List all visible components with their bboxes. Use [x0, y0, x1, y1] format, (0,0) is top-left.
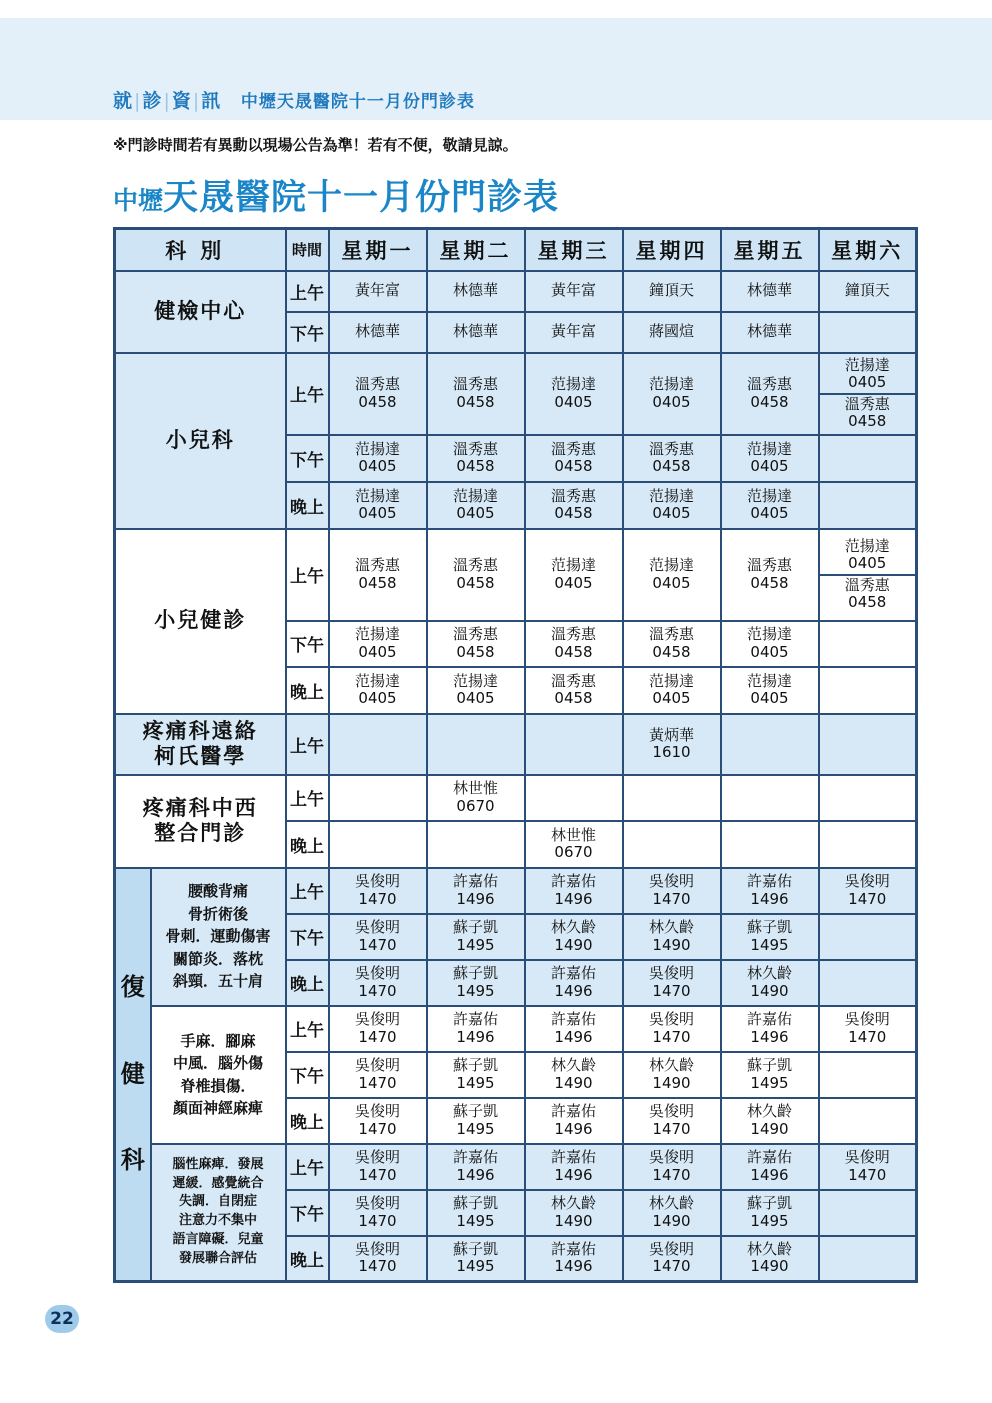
doctor-cell: 黃年富 [525, 271, 623, 312]
doctor-cell: 林久齡 1490 [721, 1098, 819, 1144]
rehab-subcategory: 手麻．腳麻 中風．腦外傷 脊椎損傷． 顏面神經麻痺 [151, 1006, 286, 1144]
doctor-cell: 蘇子凱 1495 [427, 960, 525, 1006]
doctor-cell: 黃炳華 1610 [623, 714, 721, 775]
doctor-cell [819, 312, 917, 353]
dept-pain-integrated: 疼痛科中西 整合門診 [115, 775, 286, 868]
doctor-cell: 吳俊明 1470 [623, 1236, 721, 1282]
section-header: 就|診|資|訊 中壢天晟醫院十一月份門診表 [113, 90, 475, 112]
doctor-cell: 蘇子凱 1495 [427, 1098, 525, 1144]
doctor-cell-empty [721, 714, 819, 775]
doctor-cell: 范揚達 0405 [329, 482, 427, 529]
doctor-cell: 范揚達 0405 [329, 435, 427, 482]
page-number: 22 [45, 1305, 79, 1333]
title-main: 天晟醫院十一月份門診表 [163, 178, 560, 218]
doctor-cell: 許嘉佑 1496 [525, 960, 623, 1006]
day-header: 星期六 [819, 229, 917, 271]
doctor-cell: 蘇子凱 1495 [721, 1190, 819, 1236]
doctor-cell: 許嘉佑 1496 [427, 1144, 525, 1190]
doctor-cell: 范揚達 0405 [525, 529, 623, 621]
section-char: 就 [113, 90, 134, 112]
doctor-cell: 吳俊明 1470 [819, 1144, 917, 1190]
doctor-cell-empty [721, 821, 819, 868]
doctor-cell: 林久齡 1490 [525, 1052, 623, 1098]
doctor-cell: 溫秀惠 0458 [721, 353, 819, 435]
doctor-cell: 吳俊明 1470 [329, 868, 427, 914]
doctor-cell: 吳俊明 1470 [819, 868, 917, 914]
doctor-cell: 許嘉佑 1496 [525, 1236, 623, 1282]
time-label: 上午 [286, 353, 329, 435]
doctor-cell: 溫秀惠 0458 [427, 435, 525, 482]
doctor-cell: 許嘉佑 1496 [721, 1144, 819, 1190]
table-row [115, 1006, 917, 1052]
doctor-cell: 吳俊明 1470 [623, 1006, 721, 1052]
doctor-cell: 蘇子凱 1495 [427, 1052, 525, 1098]
doctor-cell-empty [427, 821, 525, 868]
doctor-cell: 范揚達 0405 [721, 435, 819, 482]
notice-text: ※門診時間若有異動以現場公告為準！若有不便，敬請見諒。 [113, 136, 518, 154]
doctor-cell: 溫秀惠 0458 [721, 529, 819, 621]
doctor-cell: 范揚達 0405 [427, 667, 525, 714]
doctor-cell: 溫秀惠 0458 [525, 667, 623, 714]
schedule-table [113, 227, 918, 1283]
doctor-cell: 林久齡 1490 [623, 914, 721, 960]
table-row [115, 353, 917, 435]
doctor-cell-empty [819, 914, 917, 960]
doctor-cell-empty [525, 714, 623, 775]
doctor-cell-empty [329, 821, 427, 868]
time-label: 晚上 [286, 667, 329, 714]
doctor-cell: 許嘉佑 1496 [525, 1006, 623, 1052]
time-label: 下午 [286, 1052, 329, 1098]
doctor-cell: 許嘉佑 1496 [721, 868, 819, 914]
doctor-cell: 林世惟 0670 [427, 775, 525, 821]
section-char: 訊 [201, 90, 222, 112]
doctor-cell: 溫秀惠 0458 [623, 435, 721, 482]
doctor-cell: 溫秀惠 0458 [525, 435, 623, 482]
doctor-cell-empty [819, 775, 917, 821]
time-label: 下午 [286, 1190, 329, 1236]
time-label: 上午 [286, 868, 329, 914]
time-label: 下午 [286, 914, 329, 960]
table-header-row [115, 229, 917, 271]
doctor-cell: 范揚達 0405 [623, 353, 721, 435]
rehab-subcategory: 腰酸背痛 骨折術後 骨刺．運動傷害 關節炎．落枕 斜頸．五十肩 [151, 868, 286, 1006]
time-header: 時間 [286, 229, 329, 271]
time-label: 下午 [286, 621, 329, 667]
doctor-cell: 吳俊明 1470 [329, 1006, 427, 1052]
doctor-cell: 蔣國煊 [623, 312, 721, 353]
doctor-cell-empty [623, 775, 721, 821]
doctor-cell: 許嘉佑 1496 [721, 1006, 819, 1052]
doctor-cell: 林世惟 0670 [525, 821, 623, 868]
doctor-cell: 溫秀惠 0458 [525, 482, 623, 529]
doctor-cell: 吳俊明 1470 [329, 1098, 427, 1144]
doctor-cell-empty [819, 1236, 917, 1282]
doctor-cell: 吳俊明 1470 [623, 960, 721, 1006]
title-prefix: 中壢 [113, 186, 164, 215]
doctor-cell: 吳俊明 1470 [623, 1098, 721, 1144]
doctor-cell: 林德華 [721, 312, 819, 353]
doctor-cell: 林德華 [427, 271, 525, 312]
doctor-cell: 許嘉佑 1496 [525, 868, 623, 914]
time-label: 下午 [286, 312, 329, 353]
doctor-cell-split: 范揚達 0405 溫秀惠 0458 [819, 353, 917, 435]
day-header: 星期三 [525, 229, 623, 271]
table-row [115, 868, 917, 914]
time-label: 上午 [286, 529, 329, 621]
table-row [115, 271, 917, 312]
doctor-cell-empty [721, 775, 819, 821]
doctor-cell: 林久齡 1490 [623, 1052, 721, 1098]
dept-health-check: 健檢中心 [115, 271, 286, 353]
doctor-cell: 林久齡 1490 [623, 1190, 721, 1236]
doctor-cell-empty [819, 960, 917, 1006]
time-label: 上午 [286, 775, 329, 821]
time-label: 上午 [286, 1006, 329, 1052]
time-label: 上午 [286, 1144, 329, 1190]
doctor-cell-empty [819, 482, 917, 529]
time-label: 晚上 [286, 821, 329, 868]
doctor-cell: 林德華 [427, 312, 525, 353]
doctor-cell: 吳俊明 1470 [329, 914, 427, 960]
time-label: 下午 [286, 435, 329, 482]
doctor-cell: 許嘉佑 1496 [525, 1144, 623, 1190]
time-label: 晚上 [286, 1098, 329, 1144]
time-label: 晚上 [286, 1236, 329, 1282]
doctor-cell: 溫秀惠 0458 [329, 529, 427, 621]
doctor-cell: 溫秀惠 0458 [427, 353, 525, 435]
doctor-cell: 范揚達 0405 [721, 667, 819, 714]
doctor-cell: 黃年富 [525, 312, 623, 353]
doctor-cell: 蘇子凱 1495 [427, 1190, 525, 1236]
dept-header: 科別 [115, 229, 286, 271]
doctor-cell: 鐘頂天 [819, 271, 917, 312]
time-label: 上午 [286, 271, 329, 312]
doctor-cell: 吳俊明 1470 [623, 868, 721, 914]
doctor-cell: 林久齡 1490 [721, 1236, 819, 1282]
dept-pediatrics: 小兒科 [115, 353, 286, 529]
doctor-cell: 許嘉佑 1496 [427, 868, 525, 914]
doctor-cell-empty [819, 821, 917, 868]
doctor-cell: 吳俊明 1470 [623, 1144, 721, 1190]
doctor-cell: 范揚達 0405 [427, 482, 525, 529]
doctor-cell-split: 范揚達 0405 溫秀惠 0458 [819, 529, 917, 621]
doctor-cell: 溫秀惠 0458 [525, 621, 623, 667]
doctor-cell-empty [819, 435, 917, 482]
table-row [115, 775, 917, 821]
dept-child-checkup: 小兒健診 [115, 529, 286, 714]
day-header: 星期五 [721, 229, 819, 271]
doctor-cell-empty [819, 714, 917, 775]
doctor-cell: 蘇子凱 1495 [427, 914, 525, 960]
doctor-cell: 鐘頂天 [623, 271, 721, 312]
doctor-cell: 蘇子凱 1495 [427, 1236, 525, 1282]
page-title [113, 170, 559, 220]
doctor-cell: 溫秀惠 0458 [427, 529, 525, 621]
doctor-cell: 林久齡 1490 [525, 1190, 623, 1236]
doctor-cell: 吳俊明 1470 [329, 1144, 427, 1190]
doctor-cell: 范揚達 0405 [623, 529, 721, 621]
table-row [115, 1144, 917, 1190]
dept-pain-remote: 疼痛科遠絡 柯氏醫學 [115, 714, 286, 775]
day-header: 星期二 [427, 229, 525, 271]
doctor-cell: 林久齡 1490 [721, 960, 819, 1006]
doctor-cell: 吳俊明 1470 [329, 1052, 427, 1098]
doctor-cell-empty [525, 775, 623, 821]
doctor-cell: 林久齡 1490 [525, 914, 623, 960]
doctor-cell: 林德華 [329, 312, 427, 353]
section-char: 資 [171, 90, 192, 112]
time-label: 上午 [286, 714, 329, 775]
time-label: 晚上 [286, 482, 329, 529]
doctor-cell-empty [819, 1098, 917, 1144]
dept-rehab: 復 健 科 [115, 868, 151, 1282]
doctor-cell: 蘇子凱 1495 [721, 914, 819, 960]
doctor-cell: 吳俊明 1470 [329, 1236, 427, 1282]
doctor-cell: 范揚達 0405 [525, 353, 623, 435]
doctor-cell-empty [819, 621, 917, 667]
doctor-cell-empty [329, 714, 427, 775]
doctor-cell: 范揚達 0405 [721, 621, 819, 667]
doctor-cell-empty [819, 667, 917, 714]
doctor-cell: 范揚達 0405 [721, 482, 819, 529]
day-header: 星期四 [623, 229, 721, 271]
doctor-cell: 范揚達 0405 [623, 667, 721, 714]
doctor-cell: 范揚達 0405 [623, 482, 721, 529]
doctor-cell: 溫秀惠 0458 [623, 621, 721, 667]
doctor-cell-empty [819, 1052, 917, 1098]
doctor-cell-empty [427, 714, 525, 775]
doctor-cell: 范揚達 0405 [329, 621, 427, 667]
table-row [115, 714, 917, 775]
doctor-cell: 蘇子凱 1495 [721, 1052, 819, 1098]
doctor-cell: 范揚達 0405 [329, 667, 427, 714]
section-char: 診 [142, 90, 163, 112]
doctor-cell: 許嘉佑 1496 [427, 1006, 525, 1052]
doctor-cell: 林德華 [721, 271, 819, 312]
doctor-cell: 許嘉佑 1496 [525, 1098, 623, 1144]
doctor-cell: 溫秀惠 0458 [427, 621, 525, 667]
time-label: 晚上 [286, 960, 329, 1006]
header-title: 中壢天晟醫院十一月份門診表 [240, 92, 475, 112]
table-row [115, 529, 917, 621]
day-header: 星期一 [329, 229, 427, 271]
doctor-cell-empty [623, 821, 721, 868]
doctor-cell: 黃年富 [329, 271, 427, 312]
doctor-cell: 吳俊明 1470 [329, 1190, 427, 1236]
doctor-cell: 吳俊明 1470 [819, 1006, 917, 1052]
doctor-cell-empty [819, 1190, 917, 1236]
rehab-subcategory: 腦性麻痺．發展 遲緩．感覺統合 失調．自閉症 注意力不集中 語言障礙．兒童 發展聯合評估 [151, 1144, 286, 1282]
doctor-cell: 吳俊明 1470 [329, 960, 427, 1006]
doctor-cell: 溫秀惠 0458 [329, 353, 427, 435]
doctor-cell-empty [329, 775, 427, 821]
